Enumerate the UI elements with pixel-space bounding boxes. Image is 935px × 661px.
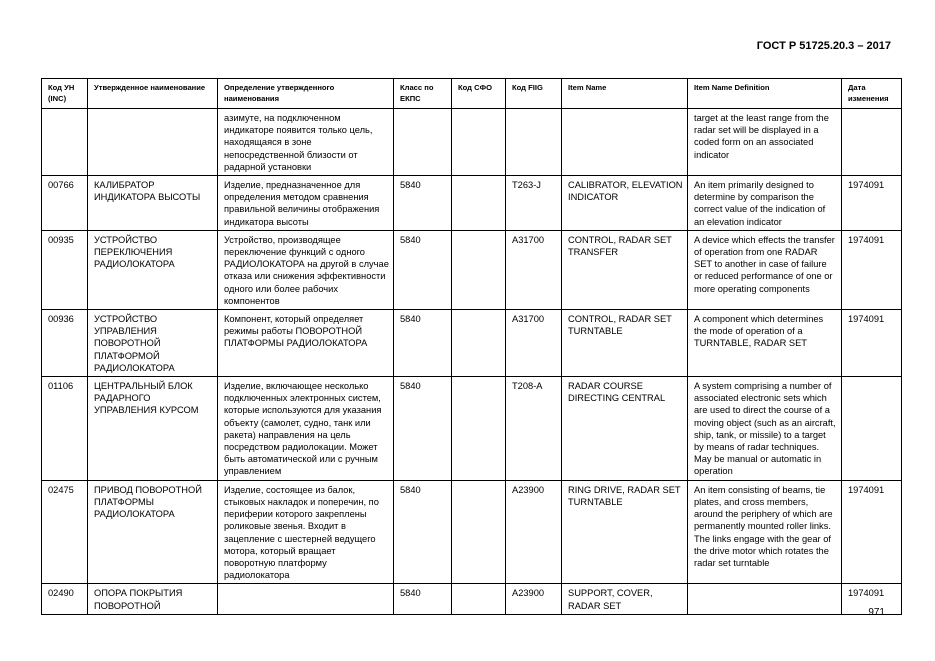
inc-cell: [42, 109, 88, 176]
approved-name-cell: УСТРОЙСТВО УПРАВЛЕНИЯ ПОВОРОТНОЙ ПЛАТФОРМОЙ РАДИОЛОКАТОРА: [88, 310, 218, 377]
item-name-cell: [562, 109, 688, 176]
column-header-ekps-class: Класс по ЕКПС: [394, 79, 452, 109]
definition-cell: Устройство, производящее переключение функций с одного РАДИОЛОКАТОРА на другой в случае отказа или снижения эффективности одного или более рабочих компонентов: [218, 230, 394, 309]
ekps-class-cell: 5840: [394, 377, 452, 481]
change-date-cell: [842, 377, 902, 481]
sfo-code-cell: [452, 230, 506, 309]
change-date-cell: [842, 109, 902, 176]
inc-cell: 02490: [42, 584, 88, 614]
item-name-cell: SUPPORT, COVER, RADAR SET: [562, 584, 688, 614]
definition-cell: Компонент, который определяет режимы работы ПОВОРОТНОЙ ПЛАТФОРМЫ РАДИОЛОКАТОРА: [218, 310, 394, 377]
column-header-definition: Определение утвержденного наименования: [218, 79, 394, 109]
table-row: [42, 377, 902, 481]
table-row: [42, 109, 902, 176]
inc-cell: 01106: [42, 377, 88, 481]
inc-cell: 00935: [42, 230, 88, 309]
table-header-row: [42, 79, 902, 109]
sfo-code-cell: [452, 310, 506, 377]
approved-name-cell: ЦЕНТРАЛЬНЫЙ БЛОК РАДАРНОГО УПРАВЛЕНИЯ КУРСОМ: [88, 377, 218, 481]
item-definition-cell: A device which effects the transfer of operation from one RADAR SET to another in case of failure or reduced performance of one or more operating components: [688, 230, 842, 309]
ekps-class-cell: 5840: [394, 584, 452, 614]
item-name-cell: RING DRIVE, RADAR SET TURNTABLE: [562, 480, 688, 584]
fiig-code-cell: A23900: [506, 584, 562, 614]
item-definition-cell: target at the least range from the radar set will be displayed in a coded form on an associated indicator: [688, 109, 842, 176]
definition-cell: азимуте, на подключенном индикаторе появится только цель, находящаяся в зоне непосредственной близости от радарной установки: [218, 109, 394, 176]
change-date-cell: 1974091: [842, 310, 902, 377]
table-row: [42, 480, 902, 584]
fiig-code-cell: [506, 109, 562, 176]
change-date-cell: 1974091: [842, 176, 902, 231]
fiig-code-cell: T263-J: [506, 176, 562, 231]
table-row: [42, 176, 902, 231]
column-header-fiig-code: Код FIIG: [506, 79, 562, 109]
item-name-cell: RADAR COURSE DIRECTING CENTRAL: [562, 377, 688, 481]
approved-name-cell: КАЛИБРАТОР ИНДИКАТОРА ВЫСОТЫ: [88, 176, 218, 231]
approved-name-cell: УСТРОЙСТВО ПЕРЕКЛЮЧЕНИЯ РАДИОЛОКАТОРА: [88, 230, 218, 309]
fiig-code-cell: A23900: [506, 480, 562, 584]
item-definition-cell: [688, 584, 842, 614]
item-definition-cell: A component which determines the mode of operation of a TURNTABLE, RADAR SET: [688, 310, 842, 377]
column-header-item-name: Item Name: [562, 79, 688, 109]
ekps-class-cell: 5840: [394, 480, 452, 584]
fiig-code-cell: T208-A: [506, 377, 562, 481]
change-date-cell: 1974091: [842, 230, 902, 309]
ekps-class-cell: [394, 109, 452, 176]
column-header-approved-name: Утвержденное наименование: [88, 79, 218, 109]
page-number: 971: [868, 607, 885, 618]
sfo-code-cell: [452, 109, 506, 176]
sfo-code-cell: [452, 377, 506, 481]
fiig-code-cell: A31700: [506, 310, 562, 377]
column-header-inc: Код УН (INC): [42, 79, 88, 109]
table-row: [42, 230, 902, 309]
item-definition-cell: A system comprising a number of associated electronic sets which are used to direct the course of a moving object (such as an aircraft, ship, tank, or missile) to a target by means of radar techniques. May be manual or automatic in operation: [688, 377, 842, 481]
approved-name-cell: ОПОРА ПОКРЫТИЯ ПОВОРОТНОЙ: [88, 584, 218, 614]
item-name-cell: CONTROL, RADAR SET TRANSFER: [562, 230, 688, 309]
definition-cell: Изделие, предназначенное для определения методом сравнения правильной величины отображения индикатора высоты: [218, 176, 394, 231]
ekps-class-cell: 5840: [394, 310, 452, 377]
document-header: ГОСТ Р 51725.20.3 – 2017: [756, 40, 891, 52]
fiig-code-cell: A31700: [506, 230, 562, 309]
column-header-change-date: Дата изменения: [842, 79, 902, 109]
column-header-item-definition: Item Name Definition: [688, 79, 842, 109]
definition-cell: Изделие, включающее несколько подключенных электронных систем, которые используются для указания объекту (самолет, судно, танк или ракета) направления на цель посредством радиолокации. Может быть автоматической или с ручным управлением: [218, 377, 394, 481]
change-date-cell: 1974091: [842, 584, 902, 614]
definition-cell: [218, 584, 394, 614]
approved-name-cell: [88, 109, 218, 176]
ekps-class-cell: 5840: [394, 230, 452, 309]
ekps-class-cell: 5840: [394, 176, 452, 231]
sfo-code-cell: [452, 176, 506, 231]
item-definition-cell: An item consisting of beams, tie plates, and cross members, around the periphery of which are permanently mounted roller links. The links engage with the gear of the drive motor which rotates the radar set turntable: [688, 480, 842, 584]
table-row: [42, 584, 902, 614]
change-date-cell: 1974091: [842, 480, 902, 584]
inc-cell: 00766: [42, 176, 88, 231]
column-header-sfo-code: Код СФО: [452, 79, 506, 109]
catalog-table: [41, 78, 902, 615]
sfo-code-cell: [452, 584, 506, 614]
inc-cell: 00936: [42, 310, 88, 377]
table-row: [42, 310, 902, 377]
approved-name-cell: ПРИВОД ПОВОРОТНОЙ ПЛАТФОРМЫ РАДИОЛОКАТОРА: [88, 480, 218, 584]
item-name-cell: CONTROL, RADAR SET TURNTABLE: [562, 310, 688, 377]
definition-cell: Изделие, состоящее из балок, стыковых накладок и поперечин, по периферии которого закреплены роликовые звенья. Входит в зацепление с шестерней ведущего мотора, который вращает поворотную платформу радиолокатора: [218, 480, 394, 584]
item-definition-cell: An item primarily designed to determine by comparison the correct value of the indication of an elevation indicator: [688, 176, 842, 231]
inc-cell: 02475: [42, 480, 88, 584]
item-name-cell: CALIBRATOR, ELEVATION INDICATOR: [562, 176, 688, 231]
sfo-code-cell: [452, 480, 506, 584]
